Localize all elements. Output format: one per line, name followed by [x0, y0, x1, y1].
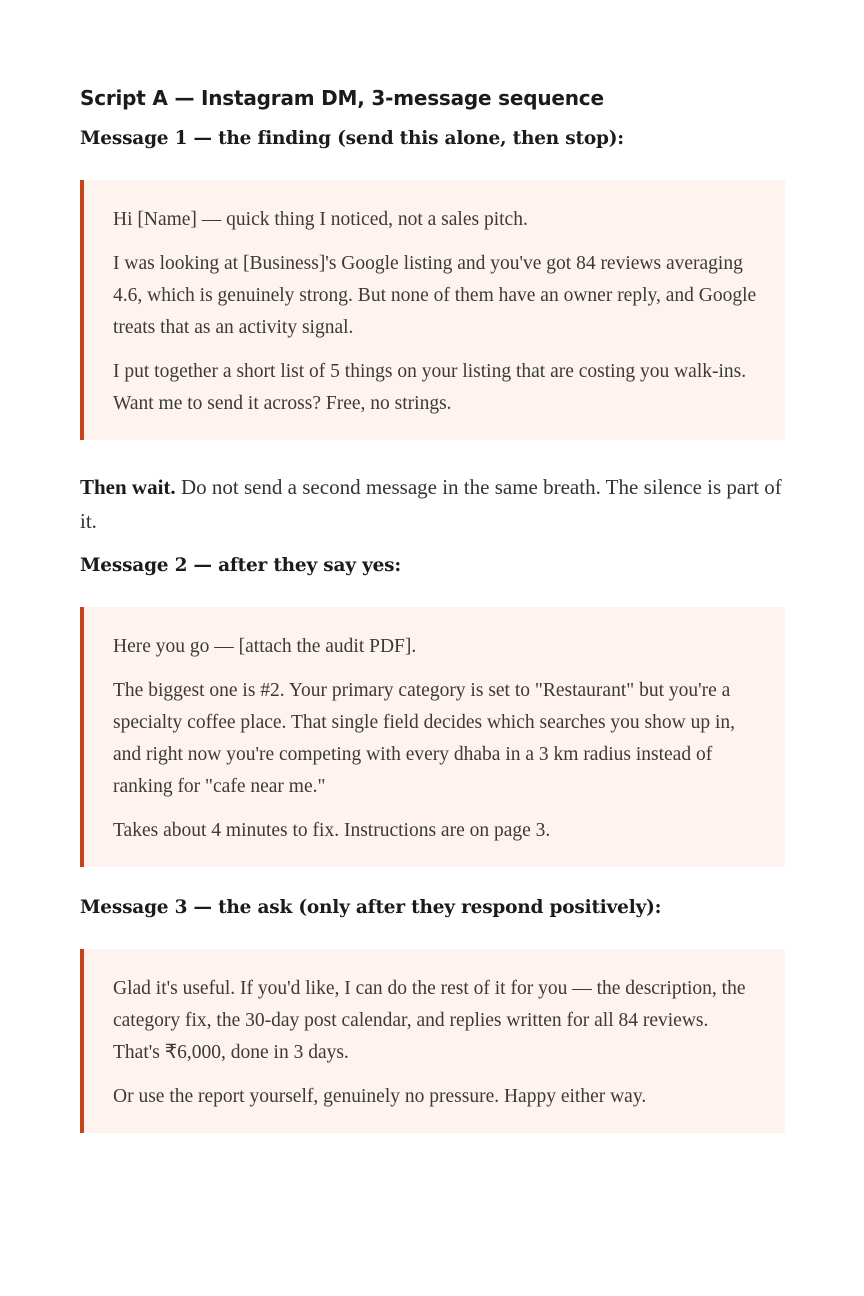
message-2-paragraph-1: Here you go — [attach the audit PDF]. [113, 635, 417, 657]
wait-note [80, 470, 785, 538]
message-3-callout [80, 949, 785, 1133]
message-2-paragraph-3: Takes about 4 minutes to fix. Instructions are on page 3. [113, 819, 551, 841]
script-title: Script A — Instagram DM, 3-message sequence [80, 86, 604, 110]
message-2-callout [80, 607, 785, 867]
message-1-heading: Message 1 — the finding (send this alone, then stop): [80, 128, 624, 149]
wait-note-bold: Then wait. [80, 474, 176, 499]
message-2-heading: Message 2 — after they say yes: [80, 554, 402, 576]
message-1-paragraph-1: Hi [Name] — quick thing I noticed, not a sales pitch. [113, 208, 528, 230]
message-3-paragraph-1: Glad it's useful. If you'd like, I can do the rest of it for you — the description, the category fix, the 30-day post calendar, and replies written for all 84 reviews. That's ₹6,000, done in 3 days. [113, 977, 746, 1063]
message-3-heading: Message 3 — the ask (only after they respond positively): [80, 896, 662, 918]
message-2-paragraph-2: The biggest one is #2. Your primary category is set to "Restaurant" but you're a specialty coffee place. That single field decides which searches you show up in, and right now you're competing with every dhaba in a 3 km radius instead of ranking for "cafe near me." [113, 679, 735, 797]
message-1-paragraph-2: I was looking at [Business]'s Google listing and you've got 84 reviews averaging 4.6, which is genuinely strong. But none of them have an owner reply, and Google treats that as an activity signal. [113, 252, 757, 338]
wait-note-text: Do not send a second message in the same breath. The silence is part of it. [80, 474, 782, 533]
message-1-callout [80, 180, 785, 440]
message-1-paragraph-3: I put together a short list of 5 things on your listing that are costing you walk-ins. Want me to send it across? Free, no strings. [113, 360, 747, 414]
document-page [80, 86, 785, 1133]
message-3-paragraph-2: Or use the report yourself, genuinely no pressure. Happy either way. [113, 1085, 647, 1107]
